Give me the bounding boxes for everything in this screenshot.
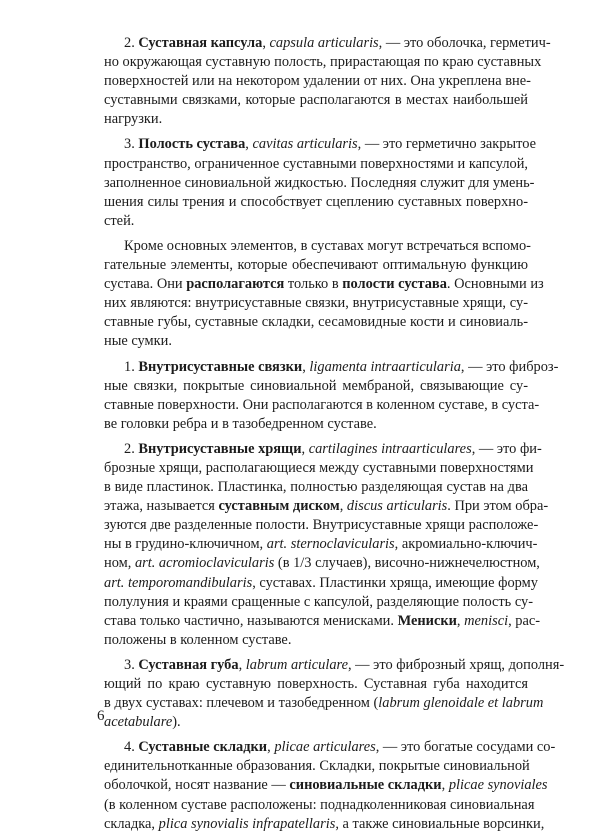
text-run: ны в грудино-ключичном, — [104, 536, 267, 553]
text-run: ставные поверхности. Они располагаются в коленном суставе, в суста- — [104, 396, 540, 413]
text-line — [104, 415, 528, 434]
text-run: шения силы трения и способствует сцеплению суставных поверхно- — [104, 193, 528, 210]
latin-term: acetabulare — [104, 714, 173, 731]
text-run: , — это фи- — [471, 440, 542, 457]
text-run: , — [262, 35, 270, 51]
text-line — [104, 535, 538, 554]
text-line — [104, 440, 542, 459]
text-line — [104, 313, 528, 332]
bold-term: полости сустава — [342, 276, 447, 293]
text-run: , рас- — [508, 612, 541, 629]
text-run: , — [339, 498, 347, 515]
text-line — [104, 497, 549, 516]
text-line — [104, 256, 528, 275]
bold-term: Суставные складки — [138, 739, 268, 756]
text-run: гательные элементы, которые обеспечивают оптимальную функцию — [104, 257, 528, 274]
text-line — [104, 478, 528, 497]
latin-term: plica synovialis infrapatellaris — [158, 815, 336, 832]
text-run: но окружающая суставную полость, прирастающая по краю суставных — [104, 54, 542, 71]
paragraph — [104, 440, 549, 650]
text-run: , — это герметично закрытое — [357, 136, 536, 153]
text-run: , — [238, 656, 246, 673]
text-run: поверхностей или на некотором удалении от них. Она укреплена вне- — [104, 73, 531, 90]
latin-term: labrum glenoidale et labrum — [378, 695, 544, 712]
text-run: в виде пластинок. Пластинка, полностью разделяющая сустав на два — [104, 479, 528, 496]
text-run: става только частично, называются менисками. — [104, 612, 398, 629]
text-run: зуются две разделенные полости. Внутрисуставные хрящи расположе- — [104, 517, 539, 534]
text-run: , — это оболочка, герметич- — [378, 35, 551, 51]
text-run: ющий по краю суставную поверхность. Суставная губа находится — [104, 676, 528, 692]
text-run: , — это фиброзный хрящ, дополня- — [347, 656, 565, 673]
bold-term: суставным диском — [218, 498, 340, 515]
text-run: 1. — [124, 358, 139, 375]
text-line — [104, 675, 528, 694]
text-line — [104, 612, 541, 631]
text-line — [104, 275, 544, 294]
text-line — [104, 574, 538, 593]
bold-term: Мениски — [397, 612, 457, 629]
bold-term: Суставная капсула — [138, 35, 263, 51]
text-run: единительнотканные образования. Складки, покрытые синовиальной — [104, 758, 530, 775]
page-number: 6 — [97, 708, 105, 724]
bold-term: Внутрисуставные хрящи — [138, 440, 302, 457]
latin-term: cavitas articularis — [252, 136, 358, 153]
text-run: . При этом обра- — [447, 498, 549, 515]
text-run: , — [456, 612, 465, 629]
bold-term: Суставная губа — [138, 656, 239, 673]
paragraph — [104, 738, 556, 833]
text-line — [104, 193, 528, 212]
paragraph — [104, 34, 551, 129]
text-line — [104, 237, 531, 256]
latin-term: art. temporomandibularis — [104, 574, 253, 591]
text-line — [104, 358, 559, 377]
text-run: , — [302, 358, 310, 375]
text-line — [104, 656, 565, 675]
text-run: , — [441, 777, 449, 794]
text-line — [104, 757, 528, 776]
text-run: , — [267, 739, 275, 756]
latin-term: art. sternoclavicularis — [266, 536, 395, 553]
text-run: них являются: внутрисуставные связки, внутрисуставные хрящи, су- — [104, 295, 528, 312]
bold-term: Полость сустава — [138, 136, 246, 153]
bold-term: Внутрисуставные связки — [138, 358, 303, 375]
text-line — [104, 34, 551, 53]
text-line — [104, 377, 528, 396]
text-run: брозные хрящи, располагающиеся между суставными поверхностями — [104, 459, 534, 476]
paragraph — [104, 237, 544, 352]
latin-term: ligamenta intraarticularia — [309, 358, 461, 375]
text-run: 2. — [124, 440, 139, 457]
text-run: ставные губы, суставные складки, сесамовидные кости и синовиаль- — [104, 314, 528, 331]
text-line — [104, 694, 544, 713]
text-run: , акромиально-ключич- — [394, 536, 538, 553]
paragraph — [104, 358, 559, 434]
text-run: 4. — [124, 739, 139, 756]
text-line — [104, 72, 531, 91]
text-line — [104, 776, 548, 795]
text-line — [104, 396, 540, 415]
text-run: , — [301, 440, 309, 457]
text-run: суставными связками, которые располагаются в местах наибольшей — [104, 92, 528, 109]
latin-term: cartilagines intraarticulares — [308, 440, 472, 457]
text-run: ве головки ребра и в тазобедренном суставе. — [104, 415, 377, 432]
text-line — [104, 516, 539, 535]
text-run: , — [245, 136, 253, 153]
text-run: 3. — [124, 136, 139, 153]
text-run: складка, — [104, 815, 159, 832]
text-line — [104, 631, 528, 650]
text-run: 2. — [124, 35, 139, 51]
text-run: ные связки, покрытые синовиальной мембраной, связывающие су- — [104, 377, 528, 394]
text-run: ном, — [104, 555, 135, 572]
text-run: положены в коленном суставе. — [104, 631, 292, 648]
latin-term: art. acromioclavicularis — [134, 555, 275, 572]
text-body — [104, 34, 565, 834]
bold-term: синовиальные складки — [289, 777, 442, 794]
text-run: пространство, ограниченное суставными поверхностями и капсулой, — [104, 155, 528, 172]
text-run: ные сумки. — [104, 333, 172, 350]
text-line — [104, 815, 545, 834]
text-run: этажа, называется — [104, 498, 219, 515]
text-run: . Основными из — [446, 276, 544, 293]
text-line — [104, 174, 535, 193]
latin-term: plicae synoviales — [448, 777, 548, 794]
text-run: заполненное синовиальной жидкостью. Последняя служит для умень- — [104, 174, 535, 191]
latin-term: menisci — [464, 612, 509, 629]
text-line — [104, 294, 528, 313]
text-run: полулуния и краями сращенные с капсулой, разделяющие полость су- — [104, 593, 534, 610]
text-run: , — это фиброз- — [460, 358, 559, 375]
text-line — [104, 713, 528, 732]
text-line — [104, 135, 536, 154]
text-run: (в 1/3 случаев), височно-нижнечелюстном, — [274, 555, 540, 572]
text-run: сустава. Они — [104, 276, 187, 293]
latin-term: discus articularis — [346, 498, 448, 515]
text-line — [104, 332, 528, 351]
paragraph — [104, 656, 565, 732]
text-run: (в коленном суставе расположены: поднадколенниковая синовиальная — [104, 796, 535, 813]
text-run: , суставах. Пластинки хряща, имеющие форму — [252, 574, 538, 591]
text-line — [104, 53, 542, 72]
text-line — [104, 91, 528, 110]
text-line — [104, 212, 528, 231]
text-line — [104, 738, 556, 757]
text-line — [104, 110, 528, 129]
text-run: только в — [284, 276, 343, 293]
latin-term: labrum articulare — [245, 656, 348, 673]
latin-term: capsula articularis — [269, 35, 379, 51]
text-run: нагрузки. — [104, 111, 163, 128]
latin-term: plicae articulares — [274, 739, 376, 756]
text-run: , — это богатые сосудами со- — [375, 739, 556, 756]
text-run: ). — [172, 714, 181, 731]
text-run: оболочкой, носят название — — [104, 777, 290, 794]
text-run: , а также синовиальные ворсинки, — [335, 815, 545, 832]
text-run: в двух суставах: плечевом и тазобедренном ( — [104, 695, 379, 712]
text-line — [104, 796, 535, 815]
text-line — [104, 554, 540, 573]
paragraph — [104, 135, 536, 230]
text-run: Кроме основных элементов, в суставах могут встречаться вспомо- — [124, 237, 531, 254]
text-line — [104, 459, 534, 478]
text-line — [104, 593, 534, 612]
text-run: 3. — [124, 656, 139, 673]
text-line — [104, 155, 528, 174]
text-run: стей. — [104, 212, 135, 229]
bold-term: располагаются — [186, 276, 285, 293]
